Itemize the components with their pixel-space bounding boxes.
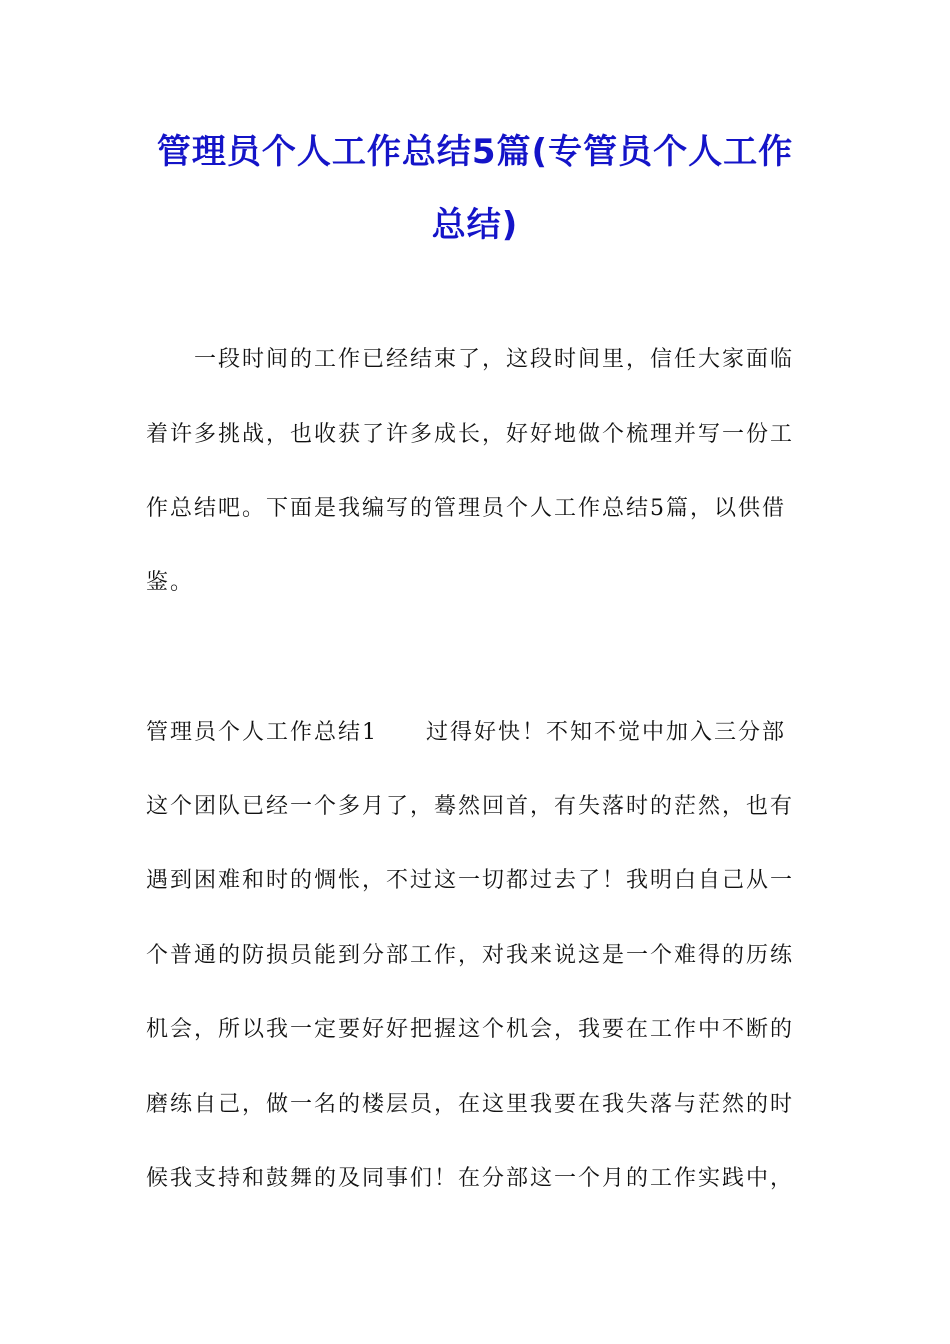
section1-line-5: 机会，所以我一定要好好把握这个机会，我要在工作中不断的 bbox=[146, 1017, 795, 1042]
document-title-line-1: 管理员个人工作总结5篇(专管员个人工作 bbox=[156, 132, 794, 172]
section1-line-6: 磨练自己，做一名的楼层员，在这里我要在我失落与茫然的时 bbox=[146, 1092, 795, 1117]
section1-line-7: 候我支持和鼓舞的及同事们！在分部这一个月的工作实践中， bbox=[146, 1166, 795, 1191]
section1-line-3: 遇到困难和时的惆怅，不过这一切都过去了！我明白自己从一 bbox=[146, 868, 795, 893]
document-title-line-2: 总结) bbox=[431, 205, 519, 245]
section1-line-4: 个普通的防损员能到分部工作，对我来说这是一个难得的历练 bbox=[146, 943, 795, 968]
intro-line-3: 作总结吧。下面是我编写的管理员个人工作总结5篇，以供借 bbox=[146, 496, 786, 521]
intro-line-2: 着许多挑战，也收获了许多成长，好好地做个梳理并写一份工 bbox=[146, 422, 795, 447]
intro-line-1: 一段时间的工作已经结束了，这段时间里，信任大家面临 bbox=[146, 347, 795, 372]
section1-line-1: 管理员个人工作总结1 过得好快！不知不觉中加入三分部 bbox=[146, 720, 786, 745]
section1-line-2: 这个团队已经一个多月了，蓦然回首，有失落时的茫然，也有 bbox=[146, 794, 795, 819]
intro-line-4: 鉴。 bbox=[146, 570, 195, 595]
